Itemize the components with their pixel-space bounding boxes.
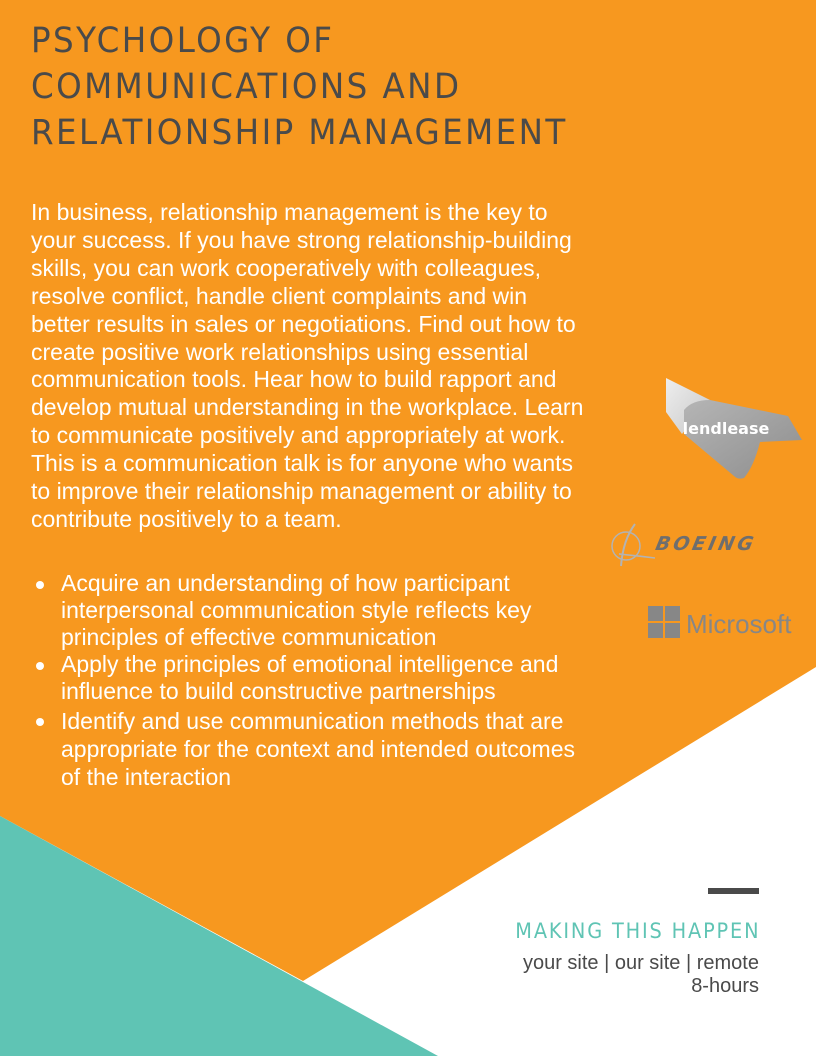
list-item-line: influence to build constructive partnerships — [61, 678, 496, 704]
microsoft-logo-icon — [647, 605, 807, 641]
intro-line: your success. If you have strong relationship-building — [31, 226, 572, 253]
lendlease-logo-icon — [662, 376, 804, 482]
intro-line: resolve conflict, handle client complaints and win — [31, 282, 528, 309]
page-title — [31, 18, 701, 156]
intro-line: communication tools. Hear how to build rapport and — [31, 366, 557, 393]
list-item-line: of the interaction — [61, 764, 232, 790]
list-item-line: Apply the principles of emotional intelligence and — [61, 651, 559, 677]
intro-line: to improve their relationship management or ability to — [31, 478, 572, 505]
boeing-logo — [609, 520, 803, 572]
bullet-icon — [36, 662, 44, 670]
lendlease-logo-text: lendlease — [682, 419, 770, 438]
list-item-line: Acquire an understanding of how participant — [61, 570, 510, 596]
intro-line: skills, you can work cooperatively with colleagues, — [31, 254, 542, 281]
cta-locations: your site | our site | remote — [522, 952, 759, 974]
cta-duration: 8-hours — [691, 975, 759, 997]
list-item-line: interpersonal communication style reflects key — [61, 597, 532, 623]
list-item — [31, 651, 671, 705]
list-item-line: principles of effective communication — [61, 624, 437, 650]
list-item — [31, 707, 671, 791]
list-item — [31, 570, 671, 651]
title-line: RELATIONSHIP MANAGEMENT — [31, 113, 568, 153]
bullet-icon — [36, 581, 44, 589]
intro-line: In business, relationship management is the key to — [31, 199, 548, 225]
intro-line: This is a communication talk is for anyone who wants — [31, 450, 574, 477]
lendlease-logo — [662, 376, 804, 482]
title-line: COMMUNICATIONS AND — [31, 67, 462, 107]
title-line: PSYCHOLOGY OF — [31, 21, 335, 61]
divider-dash — [708, 888, 759, 894]
boeing-logo-icon — [609, 520, 803, 572]
list-item-line: appropriate for the context and intended outcomes — [61, 736, 576, 762]
list-item-line: Identify and use communication methods that are — [61, 708, 564, 734]
intro-line: to communicate positively and appropriately at work. — [31, 422, 566, 449]
intro-line: develop mutual understanding in the workplace. Learn — [31, 394, 584, 421]
microsoft-logo-text: Microsoft — [686, 609, 792, 639]
intro-line: create positive work relationships using essential — [31, 338, 529, 365]
boeing-logo-text: BOEING — [653, 532, 759, 555]
bullet-icon — [36, 718, 44, 726]
microsoft-logo — [647, 605, 807, 641]
cta-heading: MAKING THIS HAPPEN — [514, 919, 760, 943]
intro-line: better results in sales or negotiations. Find out how to — [31, 310, 576, 337]
intro-paragraph — [31, 199, 671, 534]
intro-line: contribute positively to a team. — [31, 505, 342, 532]
objectives-list — [31, 570, 671, 791]
